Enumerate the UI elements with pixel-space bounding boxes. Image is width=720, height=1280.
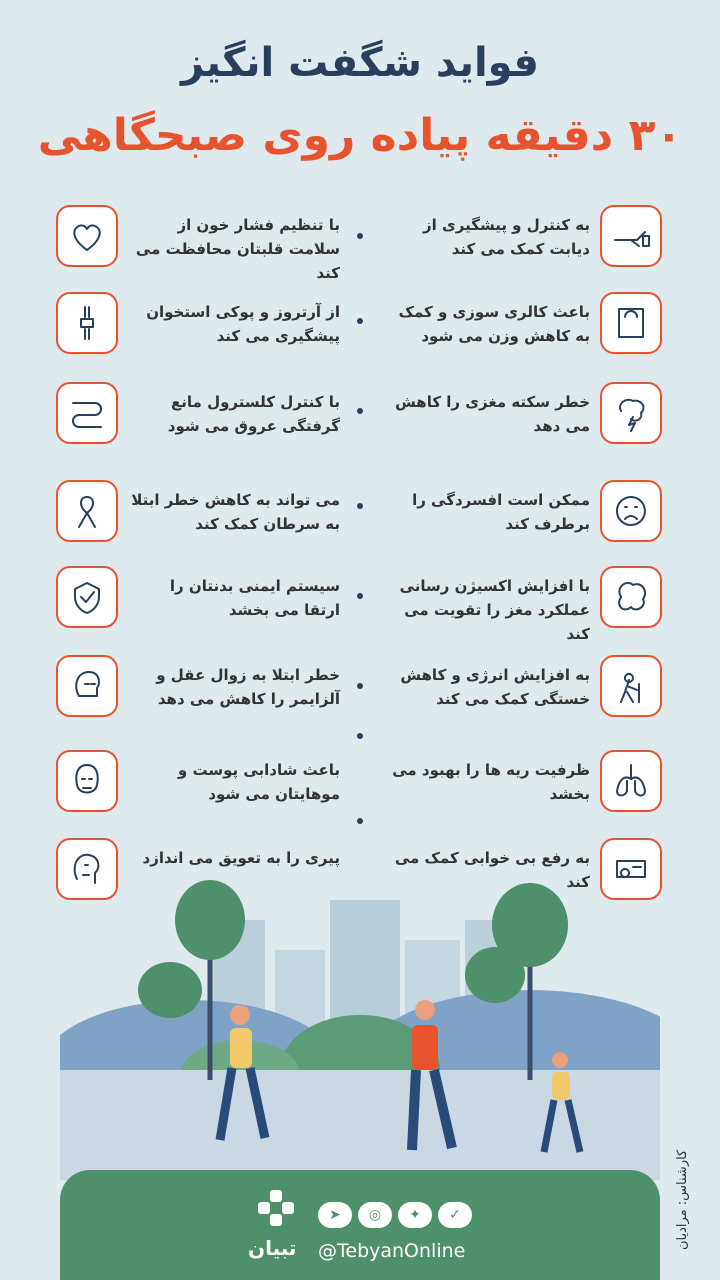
sad-face-icon xyxy=(600,480,662,542)
brain-icon xyxy=(600,566,662,628)
benefit-text: خطر ابتلا به زوال عقل و آلزایمر را کاهش می دهد xyxy=(156,666,340,708)
park-illustration xyxy=(60,880,660,1180)
tired-person-icon xyxy=(600,655,662,717)
brain-stroke-icon xyxy=(600,382,662,444)
title-line-1: فواید شگفت انگیز xyxy=(181,40,539,86)
benefit-text: باعث شادابی پوست و موهایتان می شود xyxy=(177,761,340,803)
tebyan-logo-icon xyxy=(256,1188,296,1228)
ribbon-icon xyxy=(56,480,118,542)
hand-glucose-meter-icon xyxy=(600,205,662,267)
credit-text: کارشناس: مرادیان xyxy=(675,1150,690,1251)
lungs-icon xyxy=(600,750,662,812)
check-icon[interactable]: ✓ xyxy=(438,1202,472,1228)
benefit-text: می تواند به کاهش خطر ابتلا به سرطان کمک کند xyxy=(131,491,340,533)
benefit-text: با تنظیم فشار خون از سلامت قلبتان محافظت می کند xyxy=(135,216,340,282)
benefit-text: به افزایش انرژی و کاهش خستگی کمک می کند xyxy=(400,666,590,708)
benefit-text: خطر سکته مغزی را کاهش می دهد xyxy=(395,393,590,435)
benefit-text: سیستم ایمنی بدنتان را ارتقا می بخشد xyxy=(169,577,340,619)
elderly-head-icon xyxy=(56,655,118,717)
social-handle[interactable]: @TebyanOnline xyxy=(318,1240,466,1262)
logo-text: تبیان xyxy=(248,1236,297,1260)
benefit-text: باعث کالری سوزی و کمک به کاهش وزن می شود xyxy=(398,303,590,345)
face-skin-icon xyxy=(56,750,118,812)
twitter-icon[interactable]: ✦ xyxy=(398,1202,432,1228)
benefit-text: پیری را به تعویق می اندازد xyxy=(142,849,340,867)
benefit-text: از آرتروز و پوکی استخوان پیشگیری می کند xyxy=(146,303,340,345)
benefit-text: با کنترل کلسترول مانع گرفتگی عروق می شود xyxy=(167,393,340,435)
artery-icon xyxy=(56,382,118,444)
benefit-text: با افزایش اکسیژن رسانی عملکرد مغز را تقویت می کند xyxy=(399,577,590,643)
benefit-text: ظرفیت ریه ها را بهبود می بخشد xyxy=(392,761,590,803)
telegram-icon[interactable]: ➤ xyxy=(318,1202,352,1228)
instagram-icon[interactable]: ◎ xyxy=(358,1202,392,1228)
benefit-text: به کنترل و پیشگیری از دیابت کمک می کند xyxy=(423,216,590,258)
title-line-2: ۳۰ دقیقه پیاده روی صبحگاهی xyxy=(37,110,683,161)
footer-bar xyxy=(60,1170,660,1280)
benefit-text: به رفع بی خوابی کمک می کند xyxy=(394,849,590,891)
knee-joint-icon xyxy=(56,292,118,354)
heart-icon xyxy=(56,205,118,267)
scale-icon xyxy=(600,292,662,354)
benefit-text: ممکن است افسردگی را برطرف کند xyxy=(412,491,590,533)
immune-shield-icon xyxy=(56,566,118,628)
